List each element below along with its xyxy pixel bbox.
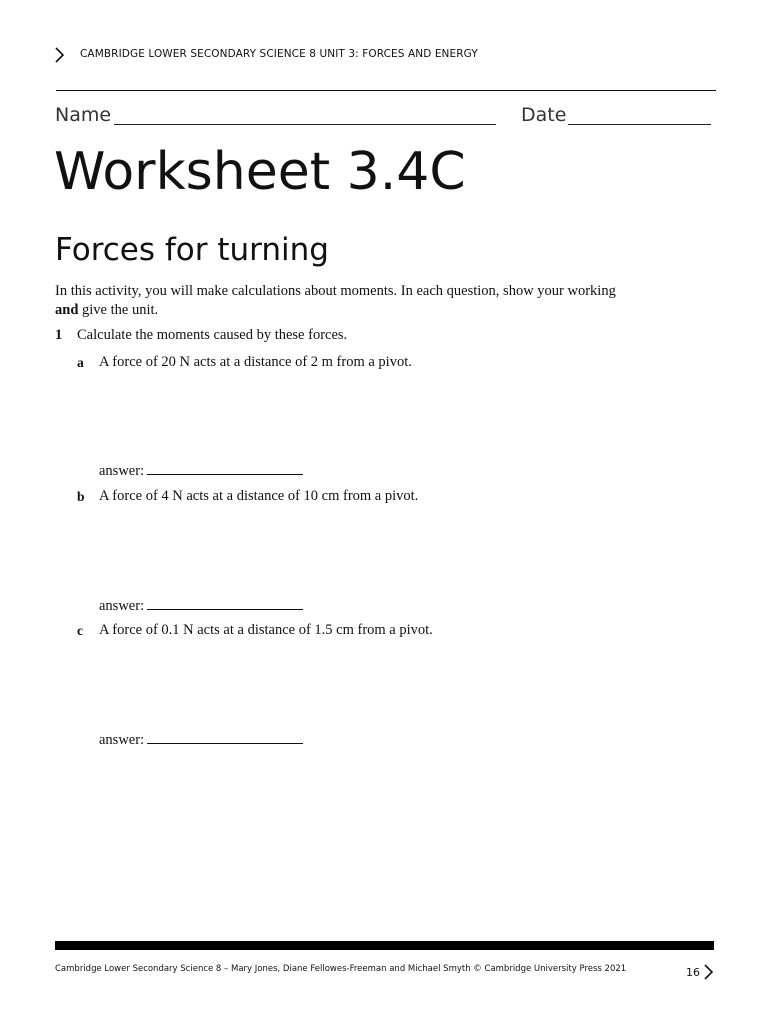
question-number: 1: [55, 327, 63, 343]
worksheet-title: Worksheet 3.4C: [54, 142, 466, 202]
chevron-right-icon: [702, 963, 714, 981]
page-number: 16: [686, 966, 700, 979]
section-title: Forces for turning: [55, 232, 329, 268]
chevron-right-icon: [52, 46, 66, 64]
answer-line-a[interactable]: [147, 460, 303, 475]
header-divider: [56, 90, 716, 91]
footer-bar: [55, 941, 714, 950]
intro-line-1: In this activity, you will make calculations about moments. In each question, show your working: [55, 283, 616, 299]
part-letter-a: a: [77, 355, 84, 370]
running-header: CAMBRIDGE LOWER SECONDARY SCIENCE 8 UNIT 3: FORCES AND ENERGY: [80, 48, 478, 60]
question-text: Calculate the moments caused by these forces.: [77, 327, 348, 343]
intro-bold-and: and: [55, 302, 79, 318]
answer-row-c: [99, 729, 303, 749]
answer-label-a: answer:: [99, 463, 145, 479]
part-text-b: A force of 4 N acts at a distance of 10 cm from a pivot.: [99, 488, 419, 504]
answer-row-b: [99, 595, 303, 615]
name-field-line[interactable]: [114, 124, 496, 125]
part-letter-c: c: [77, 623, 83, 638]
name-label: Name: [55, 104, 112, 126]
answer-line-c[interactable]: [147, 729, 303, 744]
intro-paragraph: [55, 282, 695, 320]
date-label: Date: [521, 104, 567, 126]
intro-line-2: give the unit.: [78, 302, 159, 318]
part-text-c: A force of 0.1 N acts at a distance of 1.5 cm from a pivot.: [99, 622, 433, 638]
part-letter-b: b: [77, 489, 85, 504]
answer-row-a: [99, 460, 303, 480]
footer-credit: Cambridge Lower Secondary Science 8 – Mary Jones, Diane Fellowes-Freeman and Michael Smyth © Cambridge University Press 2021: [55, 964, 627, 974]
answer-line-b[interactable]: [147, 595, 303, 610]
answer-label-b: answer:: [99, 598, 145, 614]
answer-label-c: answer:: [99, 732, 145, 748]
part-text-a: A force of 20 N acts at a distance of 2 m from a pivot.: [99, 354, 412, 370]
date-field-line[interactable]: [568, 124, 711, 125]
